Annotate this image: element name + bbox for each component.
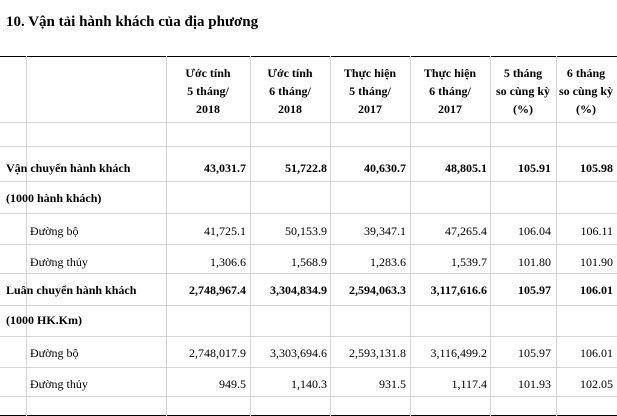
row-label: (1000 hành khách) xyxy=(6,191,102,205)
table-cell: 41,725.1 xyxy=(204,224,246,238)
column-header-line: Ước tính xyxy=(185,66,231,80)
table-cell: 40,630.7 xyxy=(364,161,406,175)
table-cell: 1,140.3 xyxy=(291,377,327,391)
grid-line-horizontal xyxy=(0,367,617,368)
column-header-line: 6 tháng/ xyxy=(269,84,311,98)
column-header xyxy=(410,64,490,118)
table-cell: 2,748,017.9 xyxy=(189,346,246,360)
row-label: Vận chuyển hành khách xyxy=(6,161,131,175)
column-header xyxy=(250,64,330,118)
page-title: 10. Vận tải hành khách của địa phương xyxy=(6,14,259,30)
table-cell: 106.01 xyxy=(580,283,613,297)
table-cell: 48,805.1 xyxy=(445,161,487,175)
row-label: Đường bộ xyxy=(30,346,79,360)
column-header-line: Thực hiện xyxy=(343,66,397,80)
column-header-line: Ước tính xyxy=(267,66,313,80)
table-cell: 106.11 xyxy=(580,224,613,238)
column-header-line: so cùng kỳ xyxy=(495,84,551,98)
table-cell: 3,304,834.9 xyxy=(270,283,327,297)
grid-line-horizontal xyxy=(0,213,617,214)
column-header-line: 6 tháng xyxy=(566,66,606,80)
table-cell: 51,722.8 xyxy=(285,161,327,175)
table-cell: 931.5 xyxy=(379,377,406,391)
table-cell: 949.5 xyxy=(219,377,246,391)
table-cell: 105.98 xyxy=(580,161,613,175)
table-cell: 2,594,063.3 xyxy=(349,283,406,297)
table-cell: 1,283.6 xyxy=(370,255,406,269)
column-header-line: 5 tháng/ xyxy=(349,84,391,98)
table-cell: 1,306.6 xyxy=(210,255,246,269)
row-label: Đường thủy xyxy=(30,377,88,391)
column-header xyxy=(168,64,248,118)
table-cell: 1,568.9 xyxy=(291,255,327,269)
row-label: Đường bộ xyxy=(30,224,79,238)
column-header xyxy=(330,64,410,118)
column-header-line: 2017 xyxy=(358,102,382,116)
table-cell: 47,265.4 xyxy=(445,224,487,238)
table-cell: 106.04 xyxy=(518,224,551,238)
grid-line-horizontal xyxy=(0,396,617,397)
table-cell: 2,748,967.4 xyxy=(189,283,246,297)
column-header-line: 6 tháng/ xyxy=(429,84,471,98)
grid-line-vertical xyxy=(26,56,27,416)
table-cell: 50,153.9 xyxy=(285,224,327,238)
table-cell: 1,539.7 xyxy=(451,255,487,269)
top-rule xyxy=(0,56,617,57)
column-header-line: 2017 xyxy=(438,102,462,116)
grid-line-horizontal xyxy=(0,181,617,182)
column-header-line: Thực hiện xyxy=(423,66,477,80)
column-header-line: (%) xyxy=(576,102,596,116)
table-cell: 106.01 xyxy=(580,346,613,360)
grid-line-horizontal xyxy=(0,146,617,147)
table-cell: 101.90 xyxy=(580,255,613,269)
table-cell: 105.91 xyxy=(518,161,551,175)
column-header-line: 2018 xyxy=(196,102,220,116)
grid-line-horizontal xyxy=(0,122,617,123)
column-header-line: 5 tháng/ xyxy=(187,84,229,98)
grid-line-horizontal xyxy=(0,244,617,245)
table-cell: 105.97 xyxy=(518,283,551,297)
column-header xyxy=(546,64,617,118)
row-label: Luân chuyển hành khách xyxy=(6,283,137,297)
table-cell: 3,303,694.6 xyxy=(270,346,327,360)
row-label: (1000 HK.Km) xyxy=(6,313,82,327)
column-header-line: (%) xyxy=(513,102,533,116)
table-cell: 102.05 xyxy=(580,377,613,391)
table-cell: 3,116,499.2 xyxy=(430,346,487,360)
column-header-line: 2018 xyxy=(278,102,302,116)
row-label: Đường thủy xyxy=(30,255,88,269)
table-cell: 2,593,131.8 xyxy=(349,346,406,360)
table-cell: 101.80 xyxy=(518,255,551,269)
grid-line-horizontal xyxy=(0,273,617,274)
grid-line-horizontal xyxy=(0,305,617,306)
column-header-line: so cùng kỳ xyxy=(558,84,614,98)
table-cell: 101.93 xyxy=(518,377,551,391)
table-cell: 105.97 xyxy=(518,346,551,360)
table-cell: 3,117,616.6 xyxy=(430,283,487,297)
table-cell: 43,031.7 xyxy=(204,161,246,175)
column-header-line: 5 tháng xyxy=(503,66,543,80)
table-cell: 1,117.4 xyxy=(451,377,487,391)
grid-line-horizontal xyxy=(0,336,617,337)
table-cell: 39,347.1 xyxy=(364,224,406,238)
